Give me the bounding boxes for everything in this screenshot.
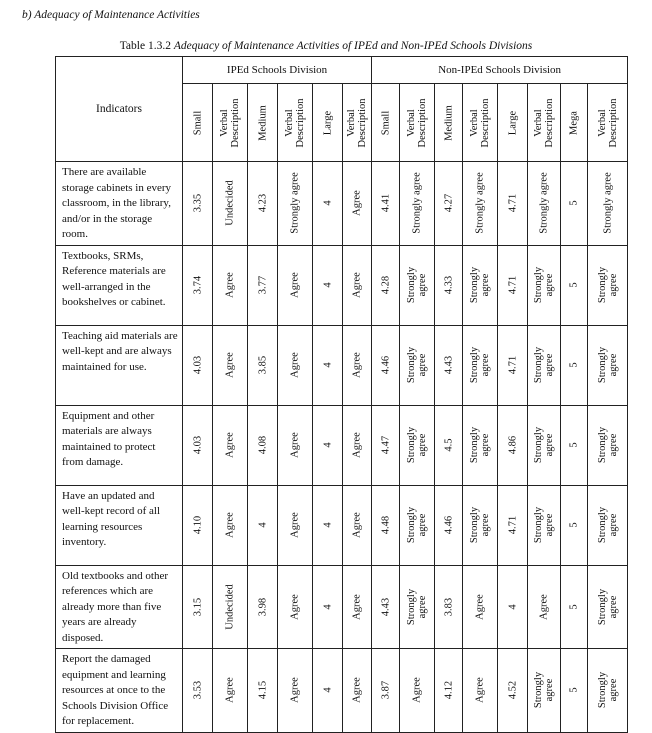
mean-cell (498, 325, 528, 405)
column-header-label: Large (507, 110, 519, 135)
verbal-description: Strongly agree (289, 172, 301, 235)
verbal-description-cell (400, 649, 435, 733)
indicator-cell: Teaching aid materials are well-kept and are always maintained for use. (56, 325, 183, 405)
column-header (248, 84, 278, 162)
mean-value: 4 (507, 604, 519, 610)
verbal-description: Strongly agree (469, 346, 492, 384)
mean-cell (313, 325, 343, 405)
mean-value: 4.71 (507, 194, 519, 213)
column-header-label: Medium (443, 104, 455, 141)
mean-cell (372, 565, 400, 649)
verbal-description-cell (528, 565, 561, 649)
column-header (561, 84, 588, 162)
column-header (343, 84, 372, 162)
verbal-description-cell (213, 405, 248, 485)
verbal-description-cell (278, 162, 313, 246)
table-caption (0, 40, 652, 52)
verbal-description-cell (463, 565, 498, 649)
column-header-label: Verbal Description (284, 98, 306, 147)
mean-cell (248, 405, 278, 485)
mean-value: 4.71 (507, 515, 519, 535)
mean-cell (248, 649, 278, 733)
verbal-description-cell (463, 405, 498, 485)
verbal-description: Undecided (224, 584, 236, 630)
mean-value: 4 (322, 442, 333, 448)
verbal-description-cell (278, 565, 313, 649)
column-header-label: Verbal Description (469, 98, 492, 147)
mean-cell (372, 325, 400, 405)
column-header-label: Verbal Description (596, 98, 619, 147)
verbal-description-cell (343, 485, 372, 565)
verbal-description: Strongly agree (406, 506, 429, 544)
verbal-description-cell (343, 565, 372, 649)
mean-value: 4 (257, 522, 268, 528)
verbal-description: Agree (224, 272, 236, 298)
mean-value: 5 (568, 687, 580, 693)
column-header (213, 84, 248, 162)
mean-cell (435, 162, 463, 246)
mean-value: 4.41 (380, 194, 392, 213)
verbal-description-cell (278, 405, 313, 485)
verbal-description-cell (400, 565, 435, 649)
mean-cell (183, 245, 213, 325)
verbal-description-cell (588, 405, 628, 485)
mean-cell (372, 245, 400, 325)
verbal-description: Strongly agree (406, 266, 429, 304)
mean-value: 3.98 (257, 597, 268, 616)
mean-cell (561, 245, 588, 325)
mean-cell (313, 565, 343, 649)
verbal-description-cell (463, 245, 498, 325)
verbal-description: Strongly agree (406, 588, 429, 625)
verbal-description-cell (463, 162, 498, 246)
verbal-description: Strongly agree (533, 672, 556, 709)
verbal-description: Agree (351, 512, 363, 538)
verbal-description-cell (213, 325, 248, 405)
mean-cell (561, 565, 588, 649)
indicator-cell: There are available storage cabinets in every classroom, in the library, and/or in the storage room. (56, 162, 183, 246)
verbal-description-cell (588, 485, 628, 565)
verbal-description-cell (528, 245, 561, 325)
verbal-description: Strongly agree (474, 172, 486, 235)
mean-cell (498, 649, 528, 733)
verbal-description: Agree (351, 432, 363, 458)
mean-value: 4.43 (380, 597, 392, 616)
caption-prefix: Table 1.3.2 (119, 40, 174, 52)
verbal-description-cell (213, 565, 248, 649)
verbal-description: Strongly agree (596, 672, 619, 709)
mean-value: 4 (322, 687, 333, 693)
table-row (56, 325, 628, 405)
indicator-cell: Textbooks, SRMs, Reference materials are well-arranged in the bookshelves or cabinet. (56, 245, 183, 325)
verbal-description-cell (400, 405, 435, 485)
mean-value: 3.15 (192, 597, 203, 616)
verbal-description: Agree (224, 352, 236, 378)
verbal-description: Agree (411, 677, 423, 704)
column-header (498, 84, 528, 162)
column-header-label: Mega (568, 110, 580, 135)
verbal-description: Strongly agree (469, 426, 492, 464)
mean-cell (248, 565, 278, 649)
mean-cell (435, 405, 463, 485)
verbal-description: Strongly agree (596, 506, 619, 544)
verbal-description-cell (400, 245, 435, 325)
verbal-description: Agree (224, 512, 236, 538)
verbal-description: Strongly agree (406, 426, 429, 464)
mean-value: 4.33 (443, 275, 455, 295)
mean-value: 4 (322, 200, 333, 206)
verbal-description: Agree (538, 593, 550, 620)
mean-value: 4.71 (507, 275, 519, 295)
verbal-description: Agree (224, 432, 236, 458)
table-body (56, 162, 628, 733)
mean-cell (561, 485, 588, 565)
verbal-description: Agree (289, 432, 301, 458)
verbal-description-cell (400, 325, 435, 405)
mean-value: 5 (568, 522, 580, 528)
table-row (56, 485, 628, 565)
verbal-description-cell (343, 245, 372, 325)
mean-value: 4.71 (507, 355, 519, 375)
column-header-label: Verbal Description (346, 98, 369, 147)
mean-value: 4 (322, 604, 333, 610)
mean-cell (435, 485, 463, 565)
verbal-description: Strongly agree (596, 426, 619, 464)
mean-cell (498, 245, 528, 325)
table-row (56, 245, 628, 325)
table-row (56, 649, 628, 733)
mean-value: 5 (568, 442, 580, 448)
column-header-label: Small (192, 110, 203, 135)
verbal-description: Strongly agree (533, 426, 556, 464)
table-row (56, 405, 628, 485)
mean-cell (183, 485, 213, 565)
verbal-description: Strongly agree (596, 266, 619, 304)
mean-cell (561, 325, 588, 405)
verbal-description: Strongly agree (533, 346, 556, 384)
verbal-description-cell (343, 325, 372, 405)
mean-value: 4 (322, 362, 333, 368)
mean-cell (183, 405, 213, 485)
column-header (588, 84, 628, 162)
verbal-description: Strongly agree (533, 506, 556, 544)
indicators-header: Indicators (56, 57, 183, 162)
mean-value: 4.23 (257, 194, 268, 213)
verbal-description: Strongly agree (533, 266, 556, 304)
group-non-iped: Non-IPEd Schools Division (372, 57, 628, 84)
verbal-description: Strongly agree (469, 266, 492, 304)
verbal-description: Agree (351, 677, 363, 704)
mean-value: 4.86 (507, 435, 519, 455)
column-header (372, 84, 400, 162)
verbal-description: Agree (351, 272, 363, 298)
verbal-description-cell (343, 162, 372, 246)
verbal-description-cell (528, 405, 561, 485)
verbal-description: Agree (289, 352, 301, 378)
mean-cell (372, 485, 400, 565)
mean-value: 4.52 (507, 681, 519, 700)
column-header-label: Verbal Description (219, 98, 241, 147)
mean-value: 5 (568, 200, 580, 206)
mean-cell (248, 325, 278, 405)
mean-value: 4.48 (380, 515, 392, 535)
indicator-cell: Equipment and other materials are always maintained to protect from damage. (56, 405, 183, 485)
verbal-description-cell (463, 325, 498, 405)
verbal-description-cell (588, 325, 628, 405)
mean-value: 4.10 (192, 515, 203, 535)
verbal-description: Undecided (224, 180, 236, 226)
verbal-description: Agree (351, 593, 363, 620)
verbal-description-cell (278, 245, 313, 325)
mean-cell (372, 405, 400, 485)
mean-value: 4.08 (257, 435, 268, 455)
mean-value: 4.47 (380, 435, 392, 455)
mean-cell (561, 649, 588, 733)
mean-cell (183, 649, 213, 733)
verbal-description-cell (400, 485, 435, 565)
mean-cell (435, 325, 463, 405)
verbal-description-cell (213, 649, 248, 733)
mean-cell (313, 245, 343, 325)
column-header (313, 84, 343, 162)
mean-value: 4.12 (443, 681, 455, 700)
verbal-description: Agree (289, 512, 301, 538)
mean-value: 5 (568, 604, 580, 610)
mean-cell (372, 162, 400, 246)
verbal-description: Strongly agree (469, 506, 492, 544)
mean-cell (313, 485, 343, 565)
mean-value: 3.74 (192, 275, 203, 295)
indicator-cell: Old textbooks and other references which are already more than five years are already disposed. (56, 565, 183, 649)
table-row (56, 565, 628, 649)
mean-cell (183, 565, 213, 649)
verbal-description-cell (278, 649, 313, 733)
mean-cell (248, 162, 278, 246)
column-header-label: Verbal Description (406, 98, 429, 147)
mean-value: 4.43 (443, 355, 455, 375)
mean-value: 4.46 (380, 355, 392, 375)
mean-value: 4.46 (443, 515, 455, 535)
verbal-description: Agree (474, 677, 486, 704)
mean-cell (435, 245, 463, 325)
column-header-label: Small (380, 110, 392, 135)
mean-value: 5 (568, 282, 580, 288)
verbal-description: Strongly agree (411, 172, 423, 235)
verbal-description-cell (343, 405, 372, 485)
verbal-description: Strongly agree (406, 346, 429, 384)
column-header (528, 84, 561, 162)
column-header (435, 84, 463, 162)
mean-cell (183, 162, 213, 246)
mean-cell (498, 565, 528, 649)
mean-cell (313, 649, 343, 733)
column-header (463, 84, 498, 162)
verbal-description-cell (588, 649, 628, 733)
mean-value: 4.15 (257, 681, 268, 700)
verbal-description-cell (528, 325, 561, 405)
verbal-description-cell (343, 649, 372, 733)
column-header (183, 84, 213, 162)
verbal-description-cell (588, 565, 628, 649)
verbal-description-cell (528, 162, 561, 246)
table-row (56, 162, 628, 246)
verbal-description: Strongly agree (596, 588, 619, 625)
mean-cell (372, 649, 400, 733)
column-header-label: Verbal Description (533, 98, 556, 147)
mean-cell (435, 565, 463, 649)
verbal-description-cell (528, 649, 561, 733)
mean-value: 3.83 (443, 597, 455, 616)
verbal-description-cell (588, 162, 628, 246)
verbal-description-cell (588, 245, 628, 325)
column-header-label: Medium (257, 104, 268, 141)
verbal-description-cell (463, 485, 498, 565)
maintenance-table (55, 56, 628, 733)
verbal-description: Agree (289, 593, 301, 620)
verbal-description-cell (213, 245, 248, 325)
mean-value: 4.03 (192, 435, 203, 455)
verbal-description: Agree (289, 272, 301, 298)
mean-value: 3.53 (192, 681, 203, 700)
mean-cell (313, 405, 343, 485)
mean-cell (561, 162, 588, 246)
indicator-cell: Have an updated and well-kept record of all learning resources inventory. (56, 485, 183, 565)
caption-title: Adequacy of Maintenance Activities of IPEd and Non-IPEd Schools Divisions (173, 40, 533, 52)
mean-value: 4.5 (443, 438, 455, 452)
mean-value: 4.03 (192, 355, 203, 375)
mean-cell (498, 405, 528, 485)
verbal-description: Strongly agree (596, 346, 619, 384)
mean-value: 5 (568, 362, 580, 368)
verbal-description: Strongly agree (538, 172, 550, 235)
verbal-description: Agree (289, 677, 301, 704)
verbal-description-cell (213, 162, 248, 246)
mean-cell (435, 649, 463, 733)
verbal-description-cell (463, 649, 498, 733)
mean-value: 3.35 (192, 194, 203, 213)
verbal-description-cell (400, 162, 435, 246)
mean-cell (248, 245, 278, 325)
mean-value: 4 (322, 522, 333, 528)
mean-cell (183, 325, 213, 405)
mean-cell (498, 162, 528, 246)
mean-value: 3.87 (380, 681, 392, 700)
verbal-description-cell (213, 485, 248, 565)
mean-cell (313, 162, 343, 246)
mean-cell (498, 485, 528, 565)
verbal-description: Agree (351, 352, 363, 378)
mean-value: 3.77 (257, 275, 268, 295)
mean-cell (561, 405, 588, 485)
verbal-description: Agree (474, 593, 486, 620)
indicator-cell: Report the damaged equipment and learning resources at once to the Schools Division Office for replacement. (56, 649, 183, 733)
mean-value: 3.85 (257, 355, 268, 375)
mean-value: 4.28 (380, 275, 392, 295)
mean-value: 4.27 (443, 194, 455, 213)
verbal-description-cell (278, 485, 313, 565)
verbal-description-cell (278, 325, 313, 405)
verbal-description: Agree (351, 190, 363, 217)
mean-value: 4 (322, 282, 333, 288)
verbal-description: Agree (224, 677, 236, 704)
group-iped: IPEd Schools Division (183, 57, 372, 84)
verbal-description-cell (528, 485, 561, 565)
column-header (400, 84, 435, 162)
verbal-description: Strongly agree (602, 172, 614, 235)
mean-cell (248, 485, 278, 565)
column-header (278, 84, 313, 162)
column-header-label: Large (322, 110, 333, 135)
section-heading: b) Adequacy of Maintenance Activities (22, 9, 200, 21)
